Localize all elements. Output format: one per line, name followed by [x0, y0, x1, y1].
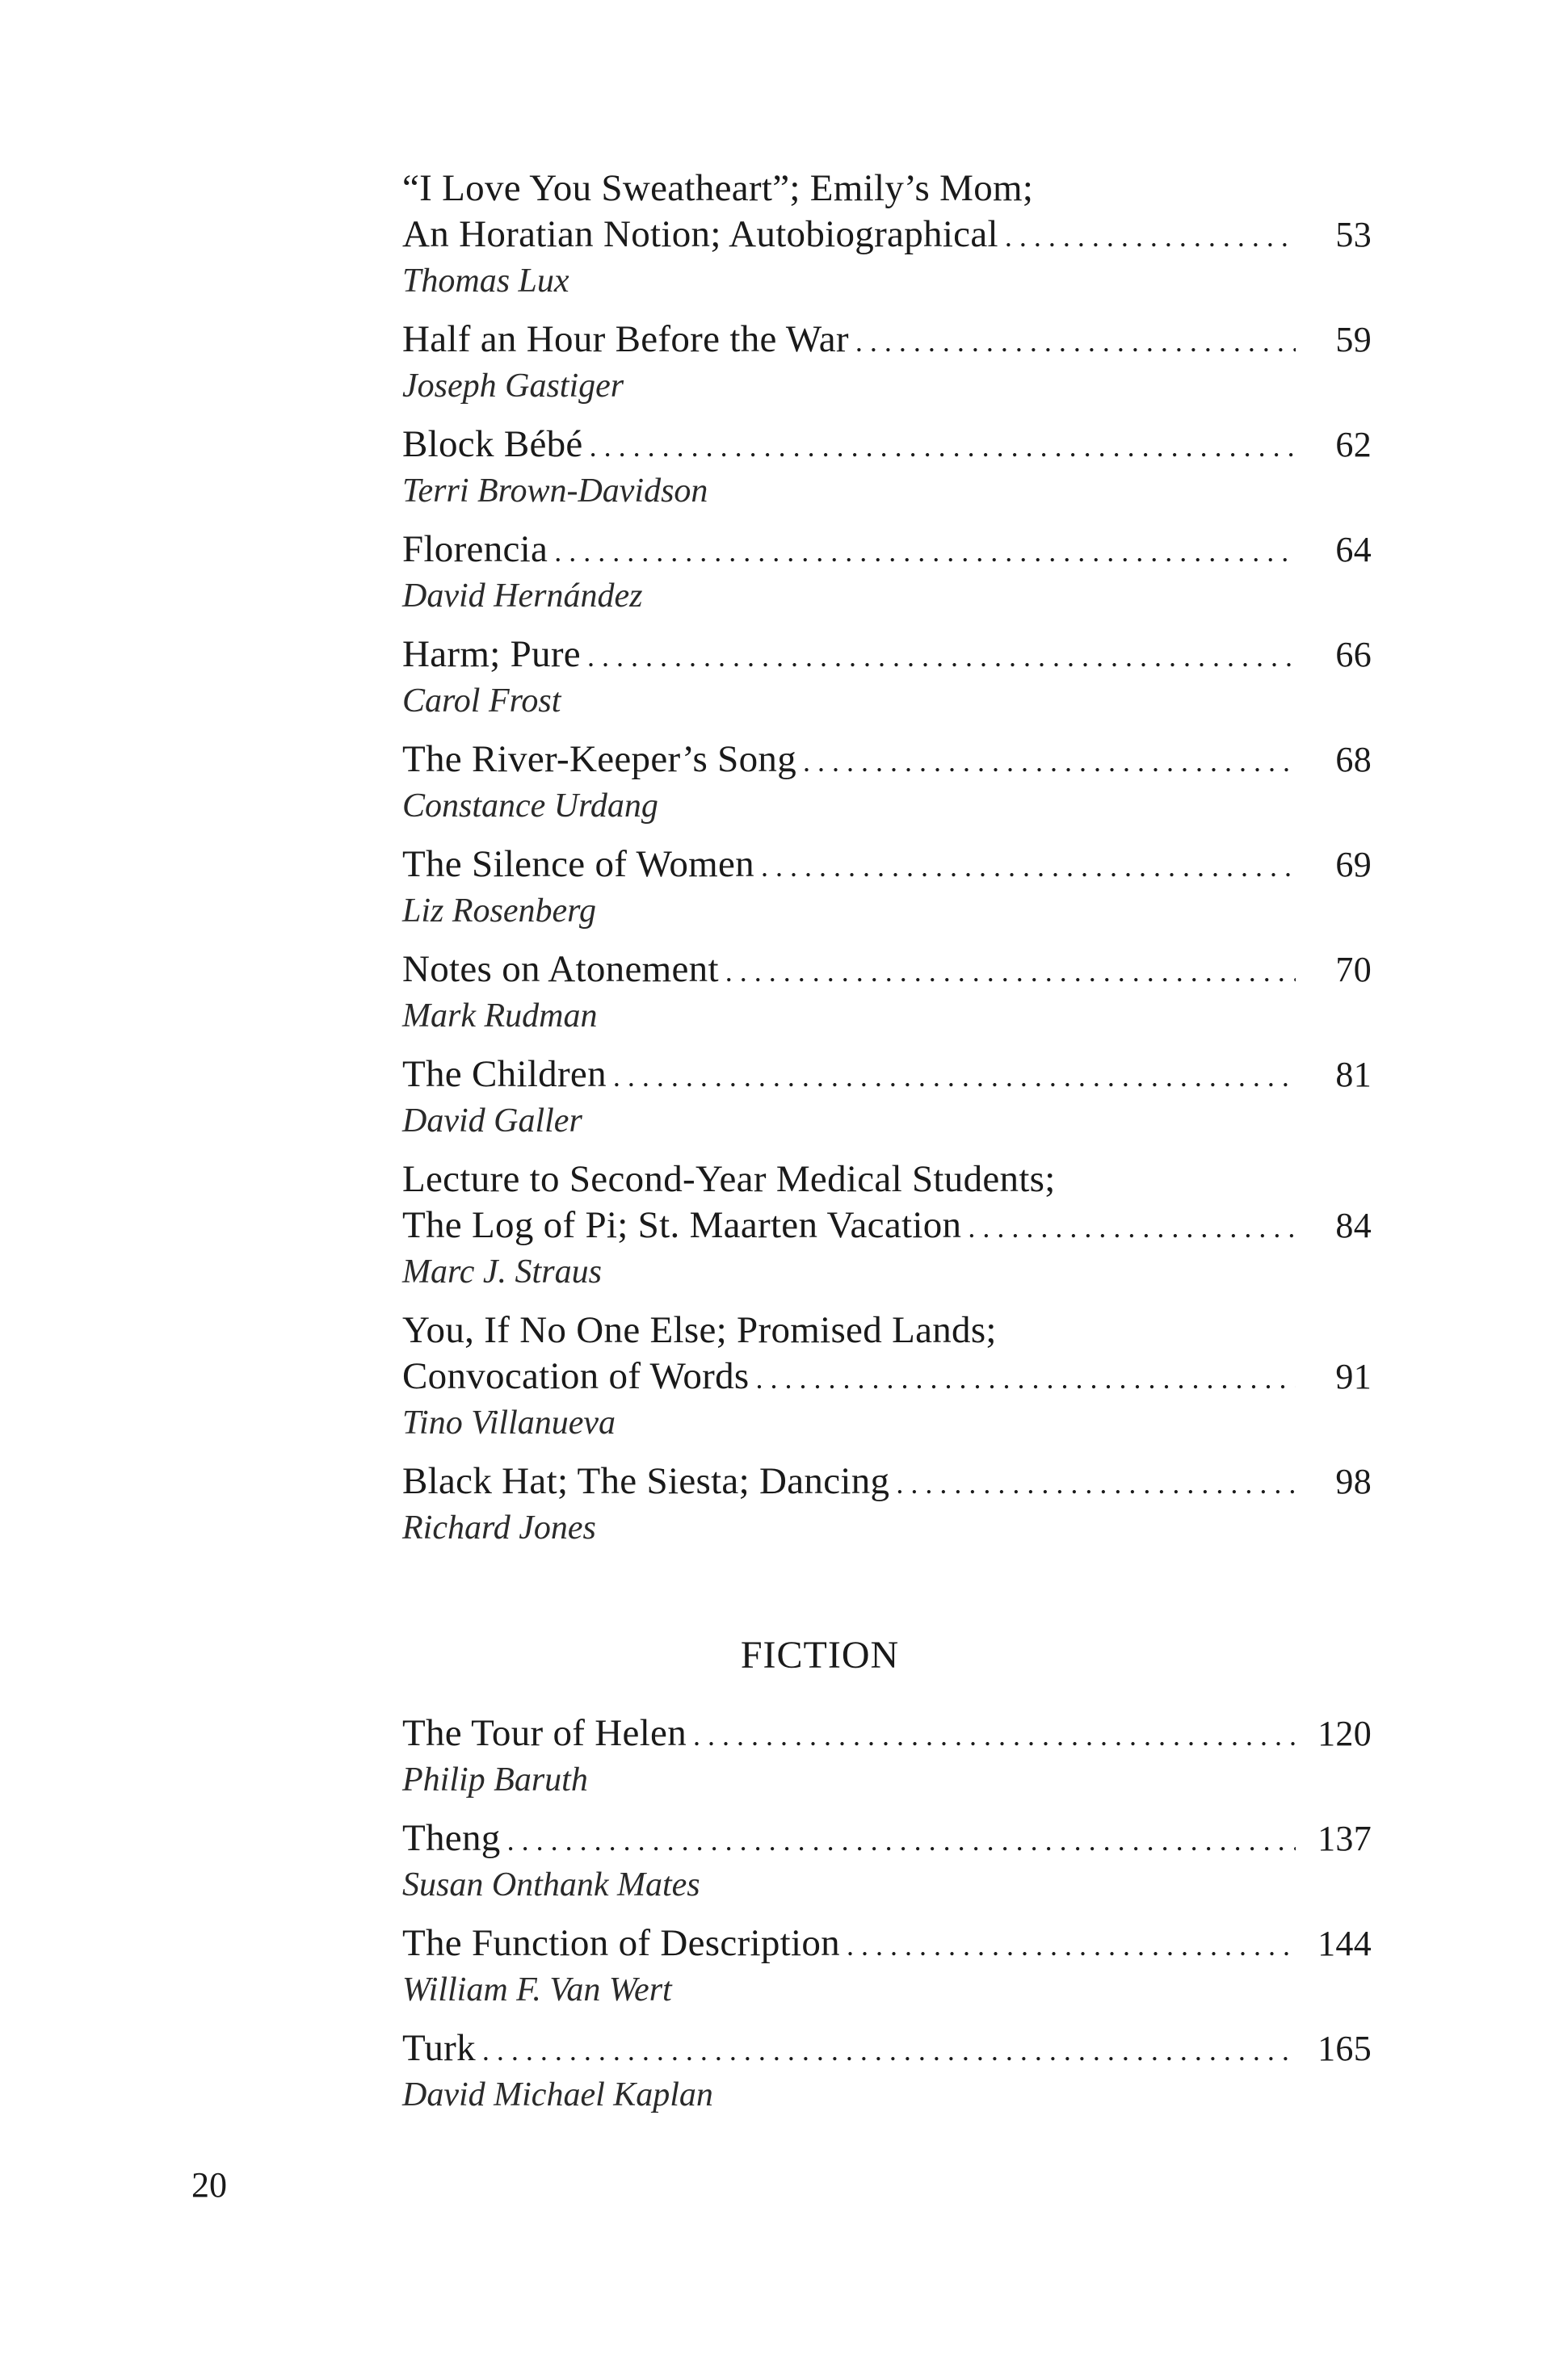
toc-title-line: [402, 317, 1372, 365]
entry-title: Lecture to Second-Year Medical Students;: [402, 1158, 1056, 1200]
entry-title: The River-Keeper’s Song: [402, 738, 797, 780]
toc-title-line: [402, 527, 1372, 575]
toc-title-line: [402, 737, 1372, 785]
toc-title-line: [402, 166, 1372, 212]
toc-title-line: [402, 422, 1372, 470]
entry-author: Carol Frost: [402, 682, 561, 720]
entry-author: David Hernández: [402, 577, 643, 615]
dot-leader: [554, 529, 1296, 575]
toc-entry: [402, 1815, 1372, 1906]
toc-title-line: [402, 632, 1372, 680]
page-number: 144: [1317, 1924, 1372, 1963]
toc-entry: [402, 632, 1372, 722]
dot-leader: [756, 1356, 1296, 1402]
toc-title-line: [402, 1920, 1372, 1969]
entry-author: Susan Onthank Mates: [402, 1866, 700, 1904]
entry-title: The Tour of Helen: [402, 1712, 687, 1754]
entry-title: Harm; Pure: [402, 633, 581, 675]
entry-author: Tino Villanueva: [402, 1404, 616, 1442]
entry-title: Convocation of Words: [402, 1355, 750, 1397]
toc-entry: [402, 1920, 1372, 2011]
toc-title-line: [402, 1815, 1372, 1864]
toc-entry: [402, 527, 1372, 617]
entry-author: William F. Van Wert: [402, 1971, 672, 2009]
page-number: 81: [1335, 1055, 1372, 1094]
page-number: 165: [1317, 2029, 1372, 2068]
dot-leader: [1005, 214, 1296, 260]
toc-title-line: [402, 947, 1372, 995]
toc-title-line: [402, 212, 1372, 260]
poetry-contents-list: [402, 166, 1372, 1564]
toc-entry: [402, 947, 1372, 1037]
page-number: 66: [1335, 635, 1372, 674]
toc-title-line: [402, 1459, 1372, 1507]
entry-title: Notes on Atonement: [402, 948, 719, 990]
entry-author: Richard Jones: [402, 1509, 596, 1547]
page-number: 62: [1335, 425, 1372, 464]
entry-author: David Galler: [402, 1102, 582, 1140]
page-number: 70: [1335, 950, 1372, 989]
page-number: 69: [1335, 845, 1372, 884]
page-number: 84: [1335, 1206, 1372, 1245]
toc-entry: [402, 317, 1372, 407]
page-number: 91: [1335, 1357, 1372, 1396]
toc-title-line: [402, 1051, 1372, 1100]
page-number: 120: [1317, 1714, 1372, 1753]
dot-leader: [725, 949, 1296, 995]
entry-author: Thomas Lux: [402, 262, 569, 300]
toc-entry: [402, 1051, 1372, 1142]
toc-entry: [402, 1710, 1372, 1801]
toc-entry: [402, 842, 1372, 932]
toc-entry: [402, 2025, 1372, 2116]
entry-author: Liz Rosenberg: [402, 892, 596, 930]
entry-author: Philip Baruth: [402, 1761, 588, 1799]
dot-leader: [855, 319, 1296, 365]
dot-leader: [693, 1713, 1296, 1759]
page-number: 137: [1317, 1819, 1372, 1858]
dot-leader: [896, 1461, 1296, 1507]
toc-entry: [402, 166, 1372, 302]
toc-title-line: [402, 1308, 1372, 1354]
dot-leader: [507, 1818, 1296, 1864]
entry-title: You, If No One Else; Promised Lands;: [402, 1309, 997, 1351]
entry-author: Joseph Gastiger: [402, 367, 624, 405]
entry-title: Black Hat; The Siesta; Dancing: [402, 1460, 890, 1502]
toc-entry: [402, 422, 1372, 512]
page-number: 59: [1335, 320, 1372, 359]
entry-title: Half an Hour Before the War: [402, 318, 849, 360]
page-number: 68: [1335, 740, 1372, 779]
toc-entry: [402, 1459, 1372, 1549]
entry-title: The Log of Pi; St. Maarten Vacation: [402, 1204, 962, 1246]
folio-page-number: 20: [191, 2165, 227, 2205]
dot-leader: [587, 634, 1296, 680]
page-number: 53: [1335, 215, 1372, 254]
section-heading-fiction: FICTION: [740, 1634, 900, 1677]
entry-author: Terri Brown-Davidson: [402, 472, 708, 510]
dot-leader: [968, 1205, 1296, 1251]
entry-title: Florencia: [402, 528, 548, 570]
dot-leader: [482, 2028, 1296, 2074]
toc-title-line: [402, 842, 1372, 890]
entry-title: The Silence of Women: [402, 843, 754, 885]
toc-title-line: [402, 2025, 1372, 2074]
toc-entry: [402, 1156, 1372, 1293]
toc-title-line: [402, 1156, 1372, 1203]
entry-author: Constance Urdang: [402, 787, 658, 825]
dot-leader: [761, 844, 1296, 890]
entry-title: “I Love You Sweatheart”; Emily’s Mom;: [402, 167, 1034, 209]
toc-title-line: [402, 1710, 1372, 1759]
toc-title-line: [402, 1354, 1372, 1402]
toc-entry: [402, 737, 1372, 827]
entry-title: The Function of Description: [402, 1922, 840, 1964]
page-number: 98: [1335, 1462, 1372, 1501]
entry-title: Theng: [402, 1817, 501, 1859]
entry-title: An Horatian Notion; Autobiographical: [402, 213, 998, 255]
dot-leader: [847, 1923, 1296, 1969]
entry-title: The Children: [402, 1053, 607, 1095]
entry-title: Turk: [402, 2027, 476, 2069]
toc-entry: [402, 1308, 1372, 1444]
entry-author: Marc J. Straus: [402, 1253, 602, 1291]
dot-leader: [613, 1054, 1296, 1100]
dot-leader: [803, 739, 1296, 785]
dot-leader: [590, 424, 1296, 470]
fiction-contents-list: [402, 1710, 1372, 2130]
page-number: 64: [1335, 530, 1372, 569]
entry-author: Mark Rudman: [402, 997, 598, 1035]
entry-title: Block Bébé: [402, 423, 583, 465]
toc-title-line: [402, 1203, 1372, 1251]
entry-author: David Michael Kaplan: [402, 2076, 713, 2113]
